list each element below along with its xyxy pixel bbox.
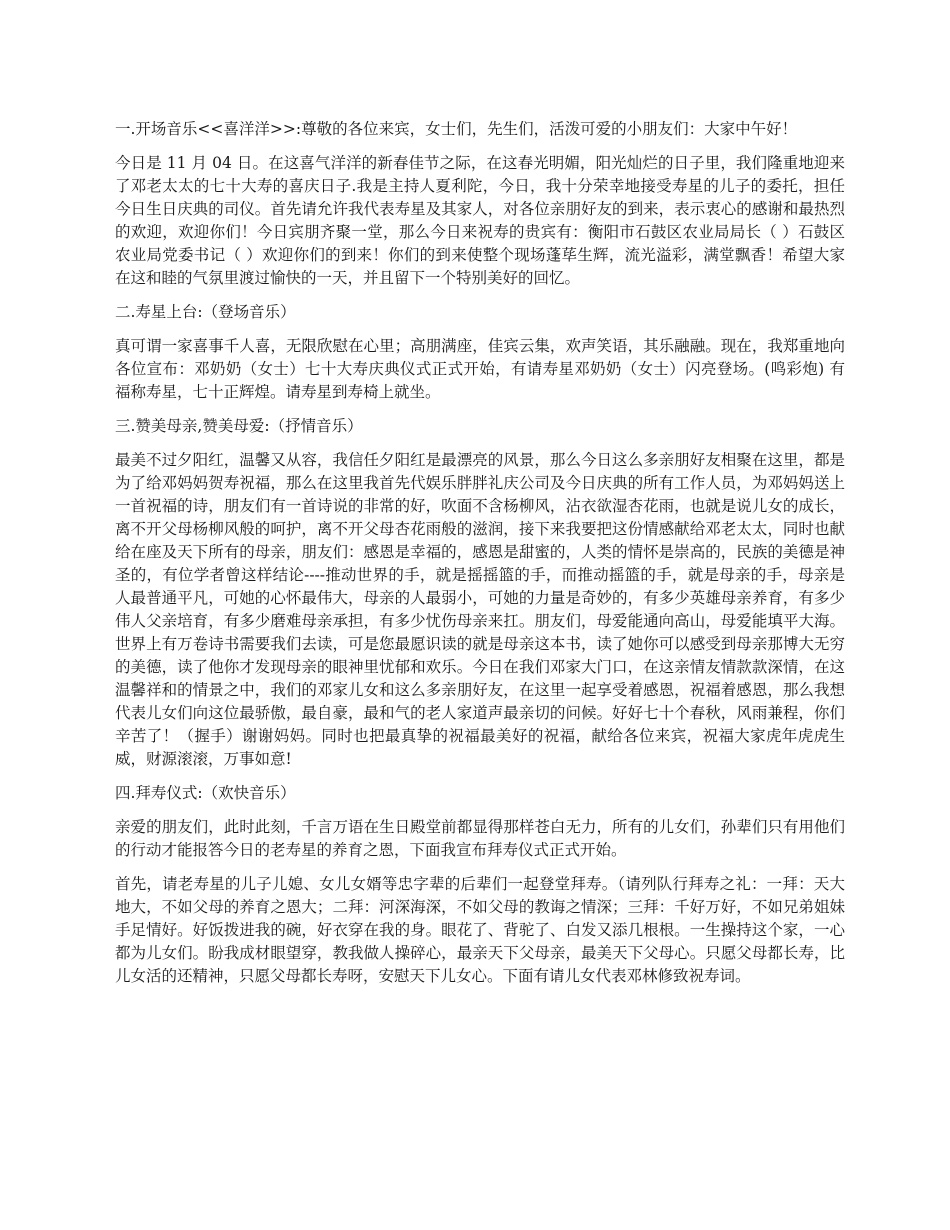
section-heading-4: 四.拜寿仪式:（欢快音乐） [115, 784, 296, 802]
paragraph-ceremony-intro: 亲爱的朋友们，此时此刻，千言万语在生日殿堂前都显得那样苍白无力，所有的儿女们，孙辈们只有用他们的行动才能报答今日的老寿星的养育之恩，下面我宣布拜寿仪式正式开始。 [115, 818, 845, 859]
paragraph-opening: 一.开场音乐<<喜洋洋>>:尊敬的各位来宾，女士们，先生们，活泼可爱的小朋友们：大家中午好！ [115, 120, 798, 138]
paragraph-praise-mother: 最美不过夕阳红，温馨又从容，我信任夕阳红是最漂亮的风景，那么今日这么多亲朋好友相聚在这里，都是为了给邓妈妈贺寿祝福，那么在这里我首先代娱乐胖胖礼庆公司及今日庆典的所有工作人员，为邓妈妈送上一首祝福的诗，朋友们有一首诗说的非常的好，吹面不含杨柳风，沾衣欲湿杏花雨，也就是说儿女的成长，离不开父母杨柳风般的呵护，离不开父母杏花雨般的滋润，接下来我要把这份情感献给邓老太太，同时也献给在座及天下所有的母亲，朋友们：感恩是幸福的，感恩是甜蜜的，人类的情怀是崇高的，民族的美德是神圣的，有位学者曾这样结论----推动世界的手，就是摇摇篮的手，而推动摇篮的手，就是母亲的手，母亲是人最普通平凡，可她的心怀最伟大，母亲的人最弱小，可她的力量是奇妙的，有多少英雄母亲养育，有多少伟人父亲培育，有多少磨难母亲承担，有多少忧伤母亲来扛。朋友们，母爱能通向高山，母爱能填平大海。世界上有万卷诗书需要我们去读，可是您最愿识读的就是母亲这本书，读了她你可以感受到母亲那博大无穷的美德，读了他你才发现母亲的眼神里忧郁和欢乐。今日在我们邓家大门口，在这亲情友情款款深情，在这温馨祥和的情景之中，我们的邓家儿女和这么多亲朋好友，在这里一起享受着感恩，祝福着感恩，那么我想代表儿女们向这位最骄傲，最自豪，最和气的老人家道声最亲切的问候。好好七十个春秋，风雨兼程，你们辛苦了！（握手）谢谢妈妈。同时也把最真挚的祝福最美好的祝福，献给各位来宾，祝福大家虎年虎虎生威，财源滚滚，万事如意! [115, 451, 845, 768]
paragraph-welcome: 今日是 11 月 04 日。在这喜气洋洋的新春佳节之际，在这春光明媚，阳光灿烂的日子里，我们隆重地迎来了邓老太太的七十大寿的喜庆日子.我是主持人夏利陀，今日，我十分荣幸地接受寿星的儿子的委托，担任今日生日庆典的司仪。首先请允许我代表寿星及其家人，对各位亲朋好友的到来，表示衷心的感谢和最热烈的欢迎，欢迎你们！今日宾朋齐聚一堂，那么今日来祝寿的贵宾有：衡阳市石鼓区农业局局长（ ）石鼓区农业局党委书记（ ）欢迎你们的到来！你们的到来使整个现场蓬荜生辉，流光溢彩，满堂飘香！希望大家在这和睦的气氛里渡过愉快的一天，并且留下一个特别美好的回忆。 [115, 154, 845, 287]
paragraph-announcement: 真可谓一家喜事千人喜，无限欣慰在心里；高朋满座，佳宾云集，欢声笑语，其乐融融。现在，我郑重地向各位宣布：邓奶奶（女士）七十大寿庆典仪式正式开始，有请寿星邓奶奶（女士）闪亮登场。(鸣彩炮) 有福称寿星，七十正辉煌。请寿星到寿椅上就坐。 [115, 337, 845, 401]
paragraph-ceremony-steps: 首先，请老寿星的儿子儿媳、女儿女婿等忠字辈的后辈们一起登堂拜寿。（请列队行拜寿之礼：一拜：天大地大，不如父母的养育之恩大；二拜：河深海深，不如父母的教诲之情深；三拜：千好万好，不如兄弟姐妹手足情好。好饭拨进我的碗，好衣穿在我的身。眼花了、背驼了、白发又添几根根。一生操持这个家，一心都为儿女们。盼我成材眼望穿，教我做人操碎心，最亲天下父母亲，最美天下父母心。只愿父母都长寿，比儿女活的还精神，只愿父母都长寿呀，安慰天下儿女心。下面有请儿女代表邓林修致祝寿词。 [115, 875, 845, 985]
section-heading-2: 二.寿星上台:（登场音乐） [115, 303, 296, 321]
document-page [115, 118, 845, 999]
section-heading-3: 三.赞美母亲,赞美母爱:（抒情音乐） [115, 417, 363, 435]
